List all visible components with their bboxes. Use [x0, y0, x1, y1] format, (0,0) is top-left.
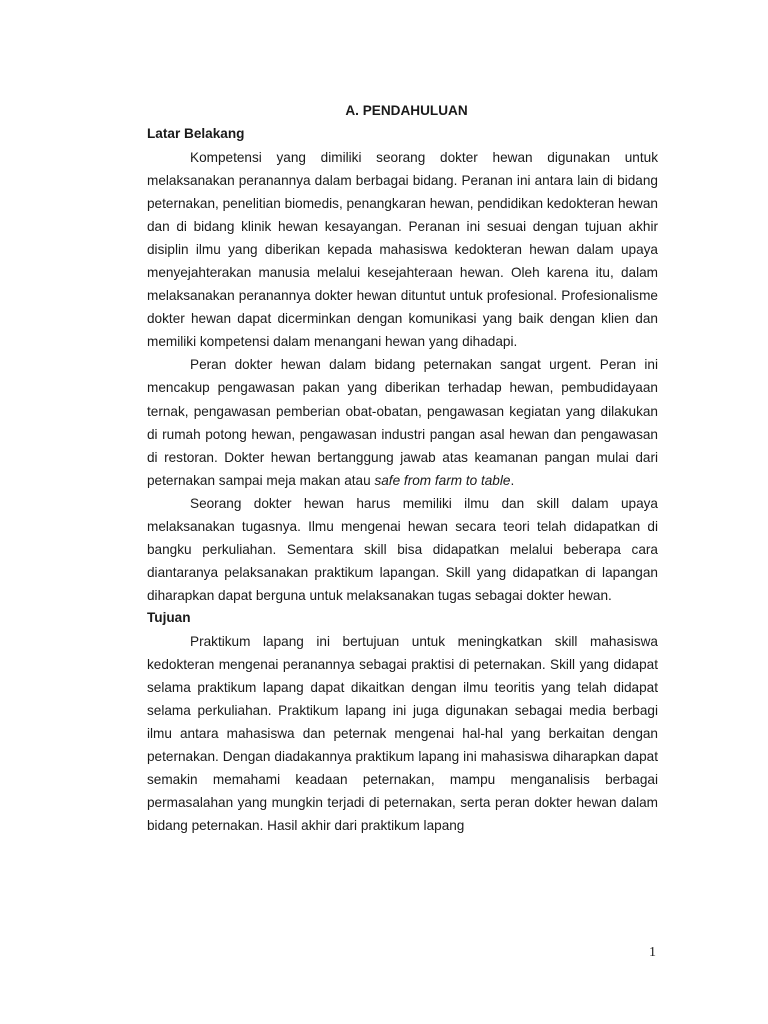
- paragraph: Praktikum lapang ini bertujuan untuk meningkatkan skill mahasiswa kedokteran mengenai peranannya sebagai praktisi di peternakan. Skill yang didapat selama praktikum lapang dapat dikaitkan dengan ilmu teoritis yang telah didapat selama perkuliahan. Praktikum lapang ini juga digunakan sebagai media berbagi ilmu antara mahasiswa dan peternak mengenai hal-hal yang berkaitan dengan peternakan. Dengan diadakannya praktikum lapang ini mahasiswa diharapkan dapat semakin memahami keadaan peternakan, mampu menganalisis berbagai permasalahan yang mungkin terjadi di peternakan, serta peran dokter hewan dalam bidang peternakan. Hasil akhir dari praktikum lapang: [147, 633, 658, 834]
- document-page: [147, 100, 658, 837]
- section-heading-latar-belakang: Latar Belakang: [147, 126, 245, 141]
- paragraph: Seorang dokter hewan harus memiliki ilmu dan skill dalam upaya melaksanakan tugasnya. Ilmu mengenai hewan secara teori telah didapatkan di bangku perkuliahan. Sementara skill bisa didapatkan melalui beberapa cara diantaranya pelaksanakan praktikum lapangan. Skill yang didapatkan di lapangan diharapkan dapat berguna untuk melaksanakan tugas sebagai dokter hewan.: [147, 495, 658, 603]
- page-title: A. PENDAHULUAN: [345, 103, 468, 118]
- paragraph-text: Peran dokter hewan dalam bidang peternakan sangat urgent. Peran ini mencakup pengawasan pakan yang diberikan terhadap hewan, pembudidayaan ternak, pengawasan pemberian obat-obatan, pengawasan kegiatan yang dilakukan di rumah potong hewan, pengawasan industri pangan asal hewan dan pengawasan di restoran. Dokter hewan bertanggung jawab atas keamanan pangan mulai dari peternakan sampai meja makan atau: [147, 357, 658, 488]
- paragraph-end: .: [510, 472, 515, 488]
- italic-phrase: safe from farm to table: [374, 472, 511, 488]
- paragraph: [147, 353, 658, 491]
- paragraph: Kompetensi yang dimiliki seorang dokter hewan digunakan untuk melaksanakan peranannya dalam berbagai bidang. Peranan ini antara lain di bidang peternakan, penelitian biomedis, penangkaran hewan, pendidikan kedokteran hewan dan di bidang klinik hewan kesayangan. Peranan ini sesuai dengan tujuan akhir disiplin ilmu yang diberikan kepada mahasiswa kedokteran hewan dalam upaya menyejahterakan manusia melalui kesejahteraan hewan. Oleh karena itu, dalam melaksanakan peranannya dokter hewan dituntut untuk profesional. Profesionalisme dokter hewan dapat dicerminkan dengan komunikasi yang baik dengan klien dan memiliki kompetensi dalam menangani hewan yang dihadapi.: [147, 150, 658, 350]
- section-heading-tujuan: Tujuan: [147, 609, 191, 625]
- page-number: 1: [649, 945, 656, 960]
